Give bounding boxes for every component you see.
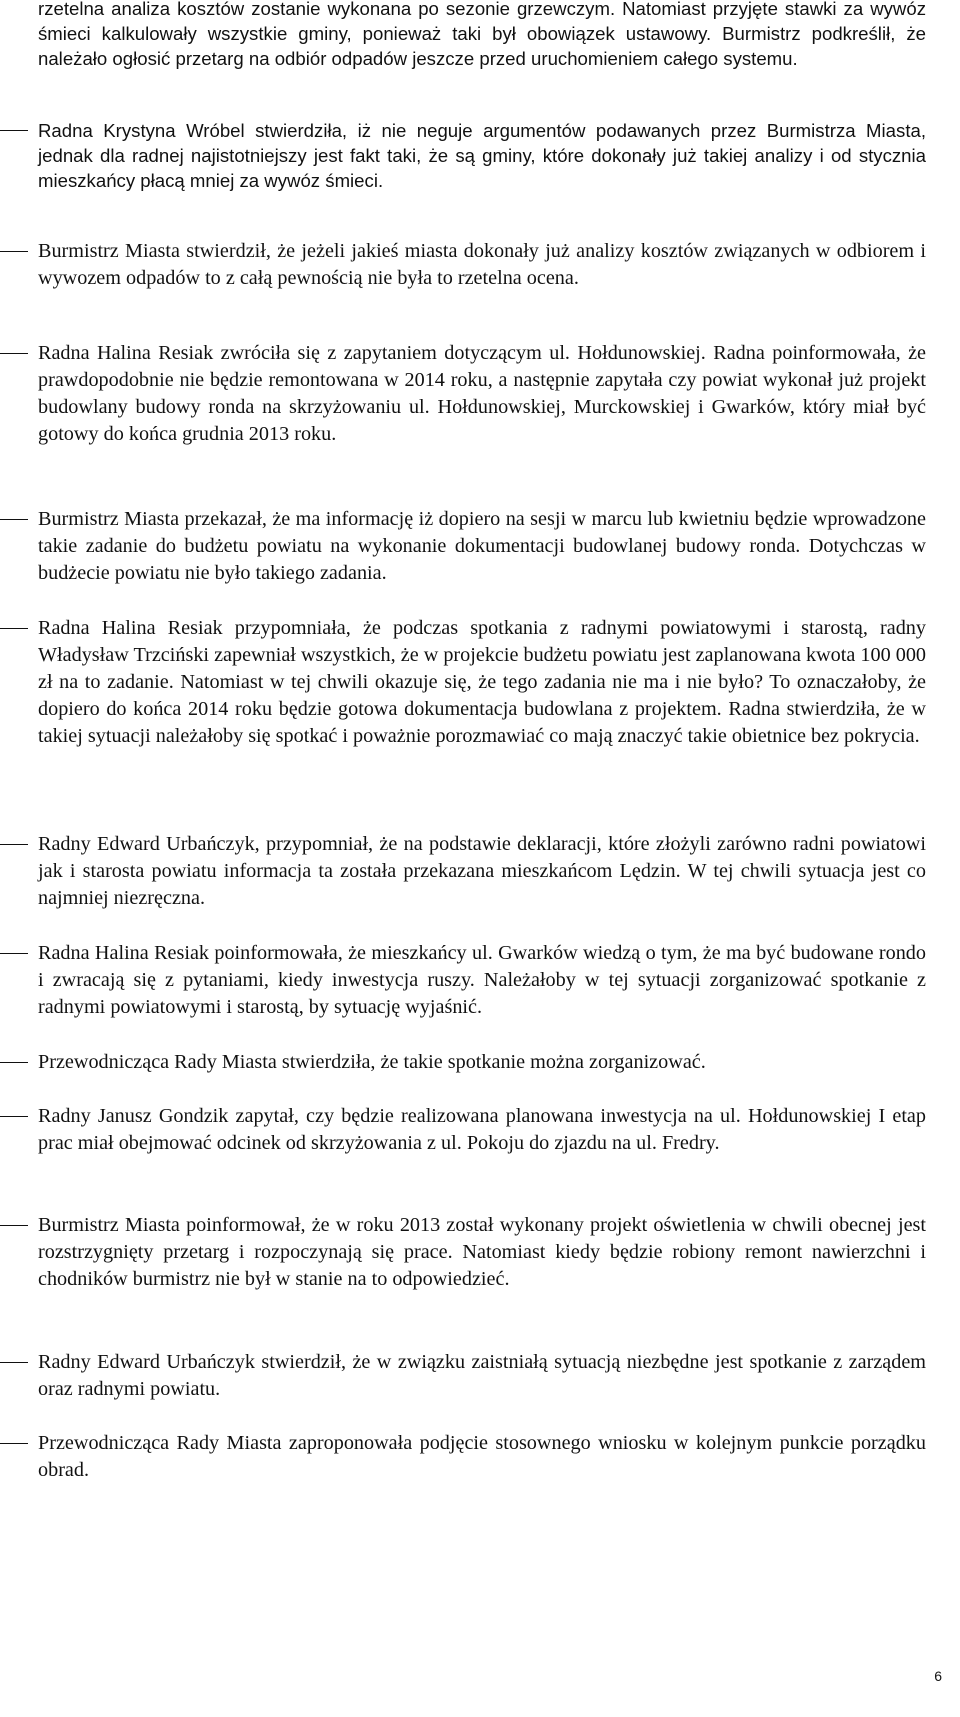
dash-bullet-icon (0, 251, 28, 252)
paragraph-item (38, 506, 926, 587)
paragraph-item (38, 831, 926, 912)
dash-bullet-icon (0, 1062, 28, 1063)
paragraph-text: Burmistrz Miasta stwierdził, że jeżeli jakieś miasta dokonały już analizy kosztów związanych w odbiorem i wywozem odpadów to z całą pewnością nie była to rzetelna ocena. (38, 240, 926, 289)
paragraph-text: Radny Edward Urbańczyk, przypomniał, że na podstawie deklaracji, które złożyli zarówno radni powiatowi jak i starosta powiatu informacja ta została przekazana mieszkańcom Lędzin. W tej chwili sytuacja jest co najmniej niezręczna. (38, 833, 926, 909)
dash-bullet-icon (0, 1116, 28, 1117)
paragraph-item (38, 615, 926, 750)
paragraph-text: Radny Edward Urbańczyk stwierdził, że w związku zaistniałą sytuacją niezbędne jest spotkanie z zarządem oraz radnymi powiatu. (38, 1351, 926, 1400)
dash-bullet-icon (0, 130, 28, 131)
page-number: 6 (934, 1668, 942, 1684)
paragraph-item (38, 940, 926, 1021)
paragraph-item (38, 1103, 926, 1157)
paragraph-text: Radny Janusz Gondzik zapytał, czy będzie realizowana planowana inwestycja na ul. Hołdunowskiej I etap prac miał obejmować odcinek od skrzyżowania z ul. Pokoju do zjazdu na ul. Fredry. (38, 1105, 926, 1154)
dash-bullet-icon (0, 353, 28, 354)
dash-bullet-icon (0, 1443, 28, 1444)
paragraph-text: Radna Krystyna Wróbel stwierdziła, iż nie neguje argumentów podawanych przez Burmistrza Miasta, jednak dla radnej najistotniejszy jest fakt taki, że są gminy, które dokonały już takiej analizy i od stycznia mieszkańcy płacą mniej za wywóz śmieci. (38, 120, 926, 191)
dash-bullet-icon (0, 628, 28, 629)
dash-bullet-icon (0, 1362, 28, 1363)
dash-bullet-icon (0, 519, 28, 520)
dash-bullet-icon (0, 844, 28, 845)
paragraph-text: Radna Halina Resiak poinformowała, że mieszkańcy ul. Gwarków wiedzą o tym, że ma być budowane rondo i zwracają się z pytaniami, kiedy inwestycja ruszy. Należałoby w tej sytuacji zorganizować spotkanie z radnymi powiatowymi i starostą, by sytuację wyjaśnić. (38, 942, 926, 1018)
dash-bullet-icon (0, 1225, 28, 1226)
paragraph-item (38, 1430, 926, 1484)
paragraph-item (38, 1049, 926, 1076)
paragraph-text: Radna Halina Resiak zwróciła się z zapytaniem dotyczącym ul. Hołdunowskiej. Radna poinformowała, że prawdopodobnie nie będzie remontowana w 2014 roku, a następnie zapytała czy powiat wykonał już projekt budowlany budowy ronda na skrzyżowaniu ul. Hołdunowskiej, Murckowskiej i Gwarków, który miał być gotowy do końca grudnia 2013 roku. (38, 342, 926, 445)
paragraph-item (38, 118, 926, 193)
paragraph-item (38, 1212, 926, 1293)
paragraph-item (38, 1349, 926, 1403)
paragraph-text: Przewodnicząca Rady Miasta stwierdziła, że takie spotkanie można zorganizować. (38, 1051, 706, 1073)
paragraph-continuation (38, 0, 926, 71)
paragraph-text: Radna Halina Resiak przypomniała, że podczas spotkania z radnymi powiatowymi i starostą, radny Władysław Trzciński zapewniał wszystkich, że w projekcie budżetu powiatu jest zaplanowana kwota 100 000 zł na to zadanie. Natomiast w tej chwili okazuje się, że tego zadania nie ma i nie było? To oznaczałoby, że dopiero do końca 2014 roku będzie gotowa dokumentacja budowlana z projektem. Radna stwierdziła, że w takiej sytuacji należałoby się spotkać i poważnie porozmawiać co mają znaczyć takie obietnice bez pokrycia. (38, 617, 927, 747)
dash-bullet-icon (0, 953, 28, 954)
paragraph-text: Burmistrz Miasta poinformował, że w roku 2013 został wykonany projekt oświetlenia w chwili obecnej jest rozstrzygnięty przetarg i rozpoczynają się prace. Natomiast kiedy będzie robiony remont nawierzchni i chodników burmistrz nie był w stanie na to odpowiedzieć. (38, 1214, 926, 1290)
paragraph-text: Burmistrz Miasta przekazał, że ma informację iż dopiero na sesji w marcu lub kwietniu będzie wprowadzone takie zadanie do budżetu powiatu na wykonanie dokumentacji budowlanej budowy ronda. Dotychczas w budżecie powiatu nie było takiego zadania. (38, 508, 926, 584)
paragraph-item (38, 238, 926, 292)
paragraph-item (38, 340, 926, 448)
paragraph-text: rzetelna analiza kosztów zostanie wykonana po sezonie grzewczym. Natomiast przyjęte stawki za wywóz śmieci kalkulowały wszystkie gminy, ponieważ taki był obowiązek ustawowy. Burmistrz podkreślił, że należało ogłosić przetarg na odbiór odpadów jeszcze przed uruchomieniem całego systemu. (38, 0, 926, 69)
paragraph-text: Przewodnicząca Rady Miasta zaproponowała podjęcie stosownego wniosku w kolejnym punkcie porządku obrad. (38, 1432, 926, 1481)
